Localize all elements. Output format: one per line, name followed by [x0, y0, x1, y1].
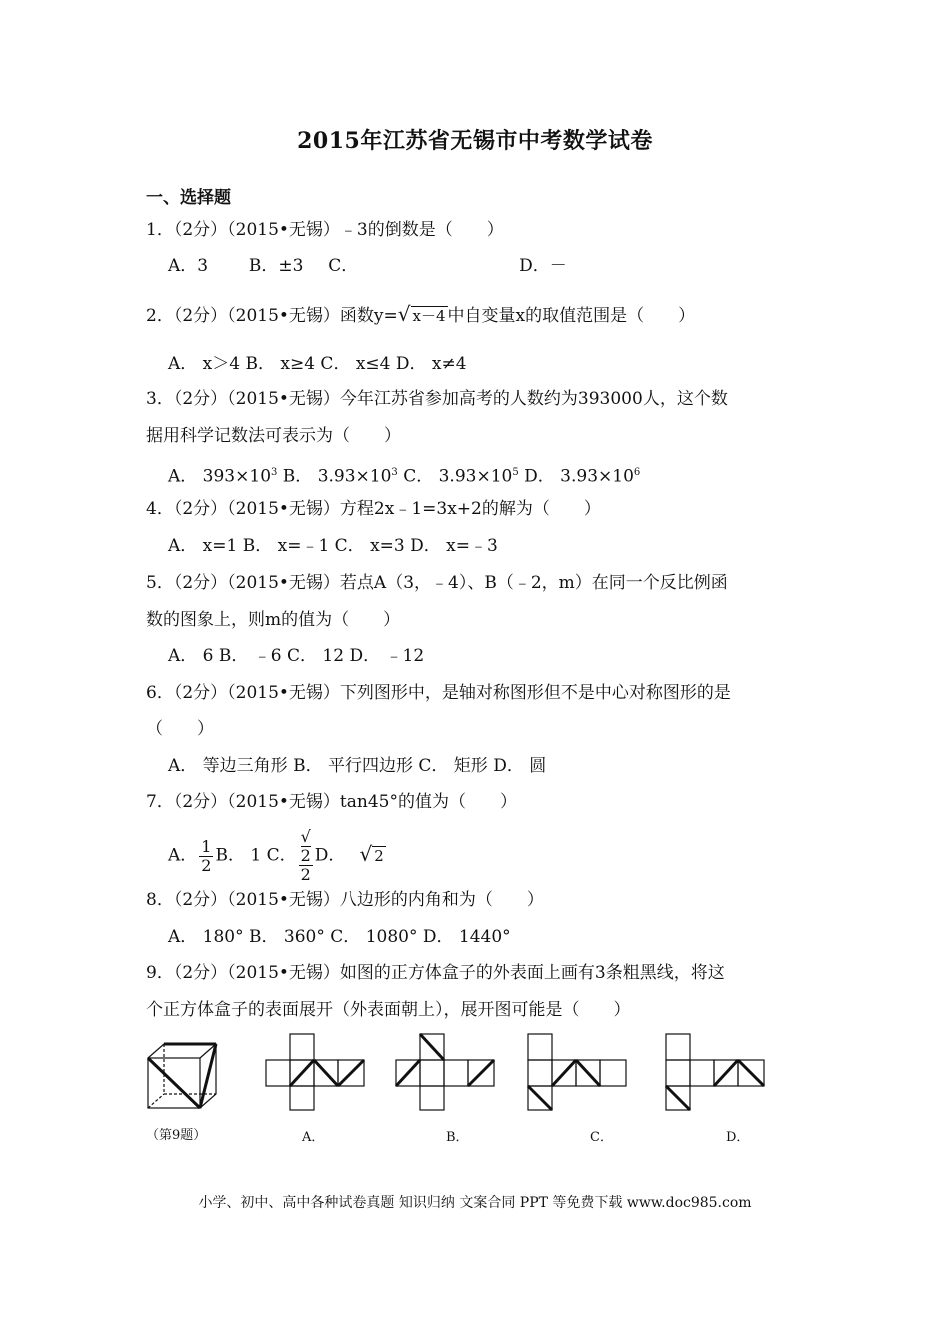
q2-sqrt: √ x－4	[397, 302, 446, 326]
q7-option-d: D．	[314, 845, 346, 866]
question-4: 4．（2分）（2015•无锡）方程2x﹣1=3x+2的解为（ ）	[146, 499, 601, 519]
q2-text-pre: 2．（2分）（2015•无锡）函数y=	[146, 306, 398, 326]
q7-fraction-sqrt2-over-2: √ 2 2	[300, 827, 311, 884]
question-2	[146, 302, 695, 328]
question-3-line-1: 3．（2分）（2015•无锡）今年江苏省参加高考的人数约为393000人，这个数	[146, 389, 728, 409]
q1-option-b: B．±3	[248, 256, 304, 276]
question-2-options: A． x＞4 B． x≥4 C． x≤4 D． x≠4	[168, 354, 467, 374]
caption-cube: （第9题）	[146, 1128, 207, 1143]
question-6-options: A． 等边三角形 B． 平行四边形 C． 矩形 D． 圆	[168, 756, 547, 776]
q1-option-a: A．3	[168, 256, 209, 276]
question-5-line-1: 5．（2分）（2015•无锡）若点A（3，﹣4）、B（﹣2，m）在同一个反比例函	[146, 573, 728, 593]
q7-sqrt2: √ 2	[359, 841, 384, 866]
question-5-line-2: 数的图象上，则m的值为（ ）	[146, 610, 401, 630]
net-figure-b	[394, 1032, 498, 1112]
q2-radicand: x－4	[412, 307, 446, 325]
q3-exp-b: 3	[391, 467, 398, 478]
question-1: 1．（2分）（2015•无锡）﹣3的倒数是（ ）	[146, 220, 504, 240]
q3-option-c: C． 3.93×10	[397, 466, 513, 487]
q7-fraction-half: $\frac{1}{2}$	[201, 836, 212, 875]
caption-net-b: B．	[446, 1130, 469, 1145]
caption-net-d: D．	[726, 1130, 750, 1145]
question-9-line-2: 个正方体盒子的表面展开（外表面朝上），展开图可能是（ ）	[146, 1000, 631, 1020]
question-1-options	[168, 254, 567, 278]
q1-option-d: D．－	[519, 256, 567, 276]
q3-option-d: D． 3.93×10	[518, 466, 634, 487]
question-7: 7．（2分）（2015•无锡）tan45°的值为（ ）	[146, 792, 517, 812]
question-3-line-2: 据用科学记数法可表示为（ ）	[146, 426, 401, 446]
q3-exp-a: 3	[271, 467, 278, 478]
q7-option-a: A．	[168, 845, 198, 866]
page-title: 2015年江苏省无锡市中考数学试卷	[297, 128, 653, 154]
q3-exp-d: 6	[633, 467, 641, 478]
net-figure-c	[526, 1032, 630, 1112]
question-8: 8．（2分）（2015•无锡）八边形的内角和为（ ）	[146, 890, 544, 910]
question-6-line-1: 6．（2分）（2015•无锡）下列图形中，是轴对称图形但不是中心对称图形的是	[146, 683, 731, 703]
question-4-options: A． x=1 B． x=﹣1 C． x=3 D． x=﹣3	[168, 536, 498, 556]
net-figure-d	[664, 1032, 768, 1112]
q2-text-post: 中自变量x的取值范围是（ ）	[447, 306, 696, 326]
caption-net-c: C．	[590, 1130, 613, 1145]
net-figure-a	[264, 1032, 368, 1112]
question-3-options	[168, 461, 640, 489]
question-7-options	[168, 828, 386, 884]
q3-exp-c: 5	[512, 467, 519, 478]
section-heading: 一、选择题	[146, 188, 231, 208]
q7-option-b-c: B． 1 C．	[215, 845, 297, 866]
question-5-options: A． 6 B． ﹣6 C． 12 D． ﹣12	[168, 646, 425, 666]
caption-net-a: A．	[302, 1130, 325, 1145]
question-6-line-2: （ ）	[146, 719, 214, 739]
question-9-line-1: 9．（2分）（2015•无锡）如图的正方体盒子的外表面上画有3条粗黑线，将这	[146, 963, 725, 983]
question-8-options: A． 180° B． 360° C． 1080° D． 1440°	[168, 927, 511, 947]
page-footer: 小学、初中、高中各种试卷真题 知识归纳 文案合同 PPT 等免费下载 www.doc985.com	[198, 1195, 752, 1211]
q1-option-c: C．	[328, 256, 359, 276]
q3-option-a: A． 393×10	[168, 466, 272, 487]
cube-figure	[144, 1040, 220, 1112]
q3-option-b: B． 3.93×10	[277, 466, 392, 487]
